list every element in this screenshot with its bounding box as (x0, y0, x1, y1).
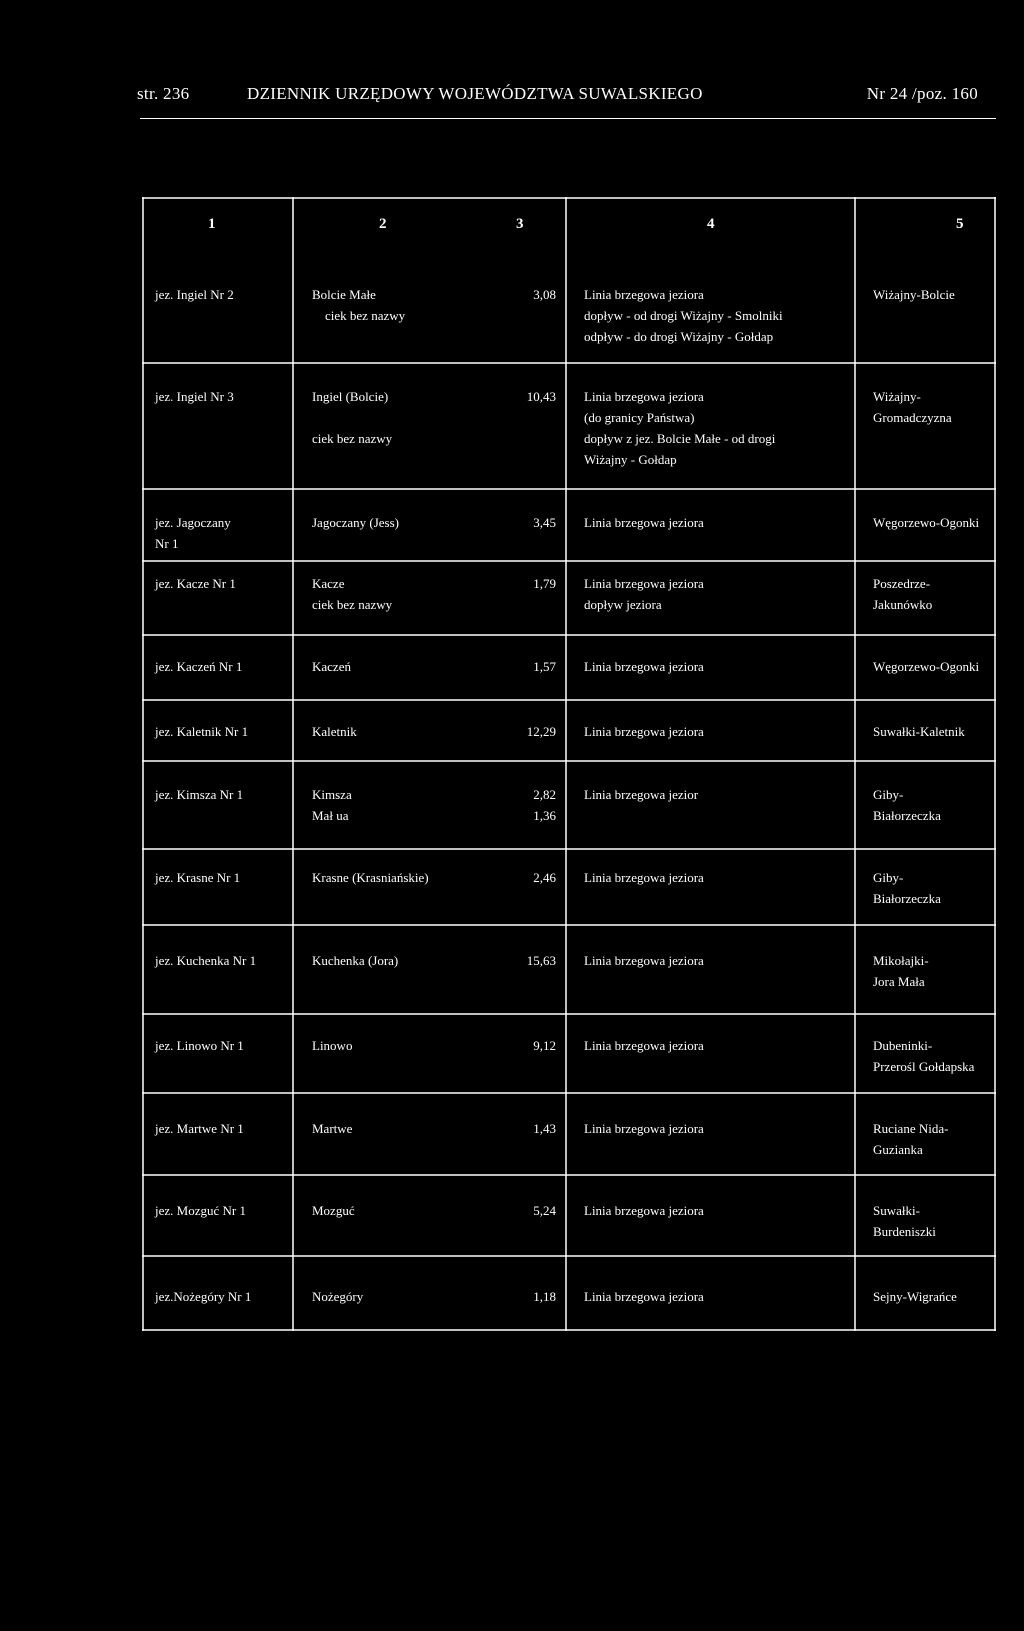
row-1-locality: Wiżajny-Bolcie (873, 287, 955, 302)
row-7-area: 2,82 1,36 (533, 787, 556, 823)
row-6-locality: Suwałki-Kaletnik (873, 724, 965, 739)
row-8-boundary: Linia brzegowa jeziora (584, 870, 704, 885)
row-1-boundary: Linia brzegowa jeziora dopływ - od drogi Wiżajny - Smolniki odpływ - do drogi Wiżajny - Gołdap (584, 287, 783, 344)
column-header-1: 1 (208, 216, 216, 232)
row-9-boundary: Linia brzegowa jeziora (584, 953, 704, 968)
row-13-boundary: Linia brzegowa jeziora (584, 1289, 704, 1304)
row-4-water: Kacze ciek bez nazwy (312, 576, 393, 612)
row-2-lake: jez. Ingiel Nr 3 (155, 389, 234, 404)
row-11-locality: Ruciane Nida- Guzianka (873, 1121, 949, 1157)
row-10-boundary: Linia brzegowa jeziora (584, 1038, 704, 1053)
row-11-boundary: Linia brzegowa jeziora (584, 1121, 704, 1136)
row-8-area: 2,46 (533, 870, 556, 885)
row-8-lake: jez. Krasne Nr 1 (155, 870, 241, 885)
row-13-area: 1,18 (533, 1289, 556, 1304)
row-2-boundary: Linia brzegowa jeziora (do granicy Państwa) dopływ z jez. Bolcie Małe - od drogi Wiżajny - Gołdap (584, 389, 776, 467)
row-13-locality: Sejny-Wigrańce (873, 1289, 957, 1304)
row-4-boundary: Linia brzegowa jeziora dopływ jeziora (584, 576, 704, 612)
row-1-lake: jez. Ingiel Nr 2 (155, 287, 234, 302)
row-10-locality: Dubeninki- Przerośl Gołdapska (873, 1038, 975, 1074)
row-5-boundary: Linia brzegowa jeziora (584, 659, 704, 674)
row-5-locality: Węgorzewo-Ogonki (873, 659, 980, 674)
row-1-area: 3,08 (533, 287, 556, 302)
row-6-boundary: Linia brzegowa jeziora (584, 724, 704, 739)
column-header-2: 2 (379, 216, 387, 232)
row-3-boundary: Linia brzegowa jeziora (584, 515, 704, 530)
row-11-lake: jez. Martwe Nr 1 (155, 1121, 244, 1136)
row-6-area: 12,29 (526, 724, 556, 739)
row-3-locality: Węgorzewo-Ogonki (873, 515, 980, 530)
row-3-water: Jagoczany (Jess) (312, 515, 399, 530)
row-3-area: 3,45 (533, 515, 556, 530)
row-11-water: Martwe (312, 1121, 353, 1136)
row-9-water: Kuchenka (Jora) (312, 953, 399, 968)
header-rule (140, 118, 996, 119)
row-3-lake: jez. Jagoczany Nr 1 (155, 515, 231, 551)
row-12-water: Mozguć (312, 1203, 355, 1218)
row-7-water: Kimsza Mał ua (312, 787, 352, 823)
page-number: str. 236 (137, 84, 190, 103)
table-grid (142, 197, 996, 1631)
row-5-lake: jez. Kaczeń Nr 1 (155, 659, 243, 674)
row-7-locality: Giby- Białorzeczka (873, 787, 941, 823)
row-7-boundary: Linia brzegowa jezior (584, 787, 699, 802)
row-6-water: Kaletnik (312, 724, 357, 739)
row-8-locality: Giby- Białorzeczka (873, 870, 941, 906)
row-12-lake: jez. Mozguć Nr 1 (155, 1203, 246, 1218)
row-2-locality: Wiżajny- Gromadczyzna (873, 389, 952, 425)
row-12-locality: Suwałki- Burdeniszki (873, 1203, 936, 1239)
row-12-boundary: Linia brzegowa jeziora (584, 1203, 704, 1218)
row-6-lake: jez. Kaletnik Nr 1 (155, 724, 249, 739)
row-8-water: Krasne (Krasniańskie) (312, 870, 429, 885)
row-9-lake: jez. Kuchenka Nr 1 (155, 953, 257, 968)
column-header-5: 5 (956, 216, 964, 232)
row-2-area: 10,43 (526, 389, 556, 404)
column-header-3: 3 (516, 216, 524, 232)
row-9-area: 15,63 (526, 953, 556, 968)
row-1-water: Bolcie Małe ciek bez nazwy (312, 287, 406, 323)
row-10-area: 9,12 (533, 1038, 556, 1053)
row-11-area: 1,43 (533, 1121, 556, 1136)
row-4-lake: jez. Kacze Nr 1 (155, 576, 236, 591)
journal-title: DZIENNIK URZĘDOWY WOJEWÓDZTWA SUWALSKIEGO (247, 84, 703, 103)
row-13-lake: jez.Nożegóry Nr 1 (155, 1289, 252, 1304)
row-5-water: Kaczeń (312, 659, 351, 674)
row-12-area: 5,24 (533, 1203, 556, 1218)
row-7-lake: jez. Kimsza Nr 1 (155, 787, 244, 802)
row-4-area: 1,79 (533, 576, 556, 591)
issue-number: Nr 24 /poz. 160 (866, 84, 978, 103)
row-10-lake: jez. Linowo Nr 1 (155, 1038, 244, 1053)
column-header-4: 4 (707, 216, 715, 232)
row-10-water: Linowo (312, 1038, 353, 1053)
row-4-locality: Poszedrze- Jakunówko (873, 576, 933, 612)
row-5-area: 1,57 (533, 659, 556, 674)
row-2-water: Ingiel (Bolcie) ciek bez nazwy (312, 389, 393, 446)
row-13-water: Nożegóry (312, 1289, 364, 1304)
row-9-locality: Mikołajki- Jora Mała (873, 953, 929, 989)
